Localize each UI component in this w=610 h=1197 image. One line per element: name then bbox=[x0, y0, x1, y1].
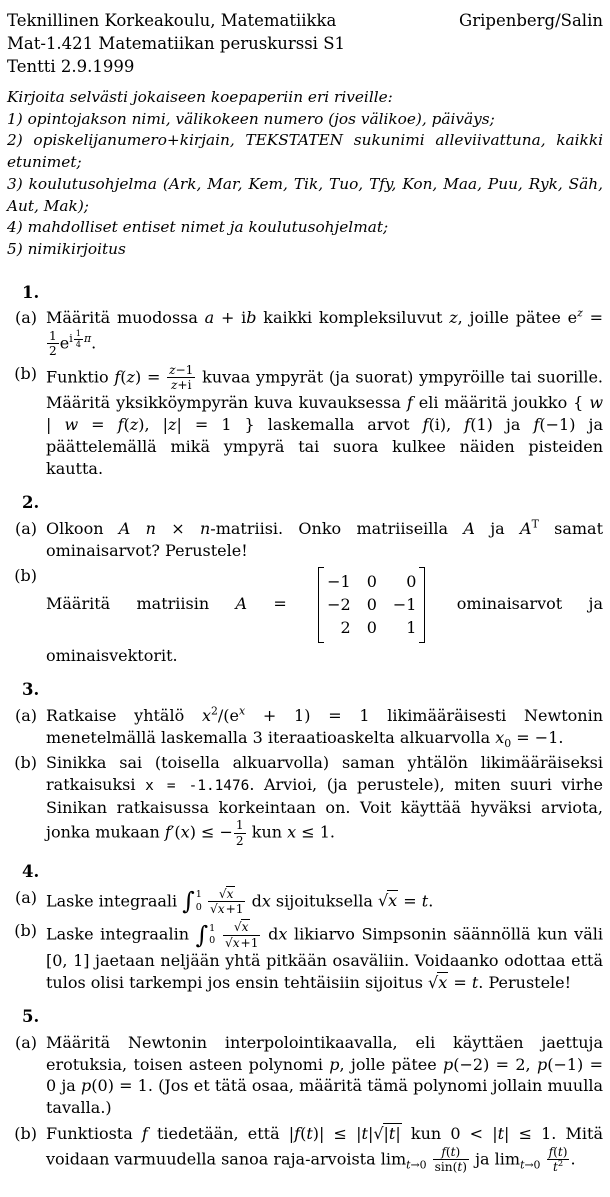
part-label: (b) bbox=[14, 1123, 37, 1143]
part-text: Olkoon A n × n-matriisi. Onko matriiseilla A ja $A^T$ samat ominaisarvot? Perustele! bbox=[46, 517, 604, 560]
part-text: Ratkaise yhtälö $x^2/(e^x + 1) = 1$ likimääräisesti Newtonin menetelmällä laskemalla 3 iteraatioaskelta alkuarvolla $x_0 = -1$. bbox=[46, 704, 603, 750]
instruction-item: 1) opintojakson nimi, välikokeen numero (jos välikoe), päiväys; bbox=[7, 109, 495, 128]
institution-title: Teknillinen Korkeakoulu, Matematiikka bbox=[7, 11, 337, 30]
part-text: Sinikka sai (toisella alkuarvolla) saman yhtälön likimääräiseksi ratkaisuksi x = -1.1476. Arvioi, (ja perustele), miten suuri virhe Sinikan ratkaisussa korkeintaan on. Voit käyttää hyväksi arviota, jonka mukaan f′(x) ≤ − $\frac{1}{2}$ kun x ≤ 1. bbox=[46, 753, 603, 848]
instructions-block bbox=[7, 87, 603, 261]
problem bbox=[7, 1006, 603, 1174]
problem bbox=[7, 861, 603, 993]
part-label: (a) bbox=[14, 1032, 37, 1052]
part-label: (b) bbox=[14, 753, 37, 773]
part-label: (b) bbox=[14, 566, 37, 586]
part-label: (a) bbox=[14, 518, 37, 538]
part-text: Laske integraali ∫ 1 0 $\frac{√x}{√x+1}$ dx sijoituksella √x = t. bbox=[46, 886, 434, 916]
problem-part bbox=[7, 705, 603, 749]
part-text: Funktio f(z) = $\frac{z-1}{z+i}$ kuvaa ympyrät (ja suorat) ympyröille tai suorille. Määritä yksikköympyrän kuva kuvauksessa f eli määritä joukko { w | w = f(z), |z| = 1 } laskemalla arvot f(i), f(1) ja f(−1) ja päättelemällä mikä ympyrä tai suora kulkee näiden pisteiden kautta. bbox=[46, 362, 604, 478]
problem-part bbox=[7, 363, 603, 480]
examiner-names: Gripenberg/Salin bbox=[459, 11, 603, 30]
problem-number: 5. bbox=[22, 1007, 40, 1027]
problem-part bbox=[7, 752, 603, 848]
problem-number: 2. bbox=[22, 493, 40, 513]
problem-part bbox=[7, 307, 603, 359]
part-text: Funktiosta f tiedetään, että |f(t)| ≤ |t|√|t| kun 0 < |t| ≤ 1. Mitä voidaan varmuudella sanoa raja-arvoista $\lim_{t\to 0}$ $\frac{f(t)}{\sin(t)}$ ja $\lim_{t\to 0}$ $\frac{f(t)}{t^2}$ . bbox=[46, 1123, 604, 1174]
problem-part bbox=[7, 1123, 603, 1174]
problems bbox=[7, 282, 603, 1175]
problem bbox=[7, 282, 603, 480]
part-text: Määritä muodossa a + ib kaikki kompleksiluvut z, joille pätee $e^z$ = $\frac{1}{2}$ $e^{i \frac{1}{4} \pi}$. bbox=[46, 306, 603, 359]
part-label: (b) bbox=[14, 921, 37, 941]
part-label: (a) bbox=[14, 705, 37, 725]
problem-part bbox=[7, 1032, 603, 1119]
problem-number: 1. bbox=[22, 282, 40, 302]
problem-part bbox=[7, 920, 603, 993]
instruction-item: 5) nimikirjoitus bbox=[7, 239, 126, 258]
part-label: (b) bbox=[14, 363, 37, 383]
problem bbox=[7, 679, 603, 848]
instructions-intro: Kirjoita selvästi jokaiseen koepaperiin eri riveille: bbox=[7, 88, 393, 106]
problem-number: 3. bbox=[22, 680, 40, 700]
problem-part bbox=[7, 565, 603, 666]
problem-part bbox=[7, 518, 603, 562]
part-text: Laske integraalin ∫ 1 0 $\frac{√x}{√x+1}$ dx likiarvo Simpsonin säännöllä kun väli [0, 1] jaetaan neljään yhtä pitkään osaväliin. Voidaanko odottaa että tulos olisi tarkempi jos ensin tehtäisiin sijoitus √x = t. Perustele! bbox=[46, 920, 603, 992]
part-label: (a) bbox=[14, 887, 37, 907]
instruction-item: 3) koulutusohjelma (Ark, Mar, Kem, Tik, Tuo, Tfy, Kon, Maa, Puu, Ryk, Säh, Aut, Mak); bbox=[7, 174, 603, 215]
problem-number: 4. bbox=[22, 862, 40, 882]
instruction-item: 4) mahdolliset entiset nimet ja koulutusohjelmat; bbox=[7, 218, 389, 237]
instruction-item: 2) opiskelijanumero+kirjain, TEKSTATEN sukunimi alleviivattuna, kaikki etunimet; bbox=[7, 131, 603, 172]
part-text: Määritä Newtonin interpolointikaavalla, eli käyttäen jaettuja erotuksia, toisen asteen polynomi p, jolle pätee p(−2) = 2, p(−1) = 0 ja p(0) = 1. (Jos et tätä osaa, määritä tämä polynomi jollain muulla tavalla.) bbox=[46, 1032, 604, 1118]
part-text: Määritä matriisin A = −1 0 0 −2 0 −1 2 0 1 ominaisarvot ja ominaisvektorit. bbox=[46, 565, 603, 666]
problem bbox=[7, 492, 603, 666]
instructions-list bbox=[7, 109, 603, 261]
course-code-line: Mat-1.421 Matematiikan peruskurssi S1 bbox=[7, 34, 346, 53]
part-label: (a) bbox=[14, 308, 37, 328]
problem-part bbox=[7, 887, 603, 917]
page-header bbox=[7, 9, 603, 78]
exam-date-line: Tentti 2.9.1999 bbox=[7, 57, 135, 76]
